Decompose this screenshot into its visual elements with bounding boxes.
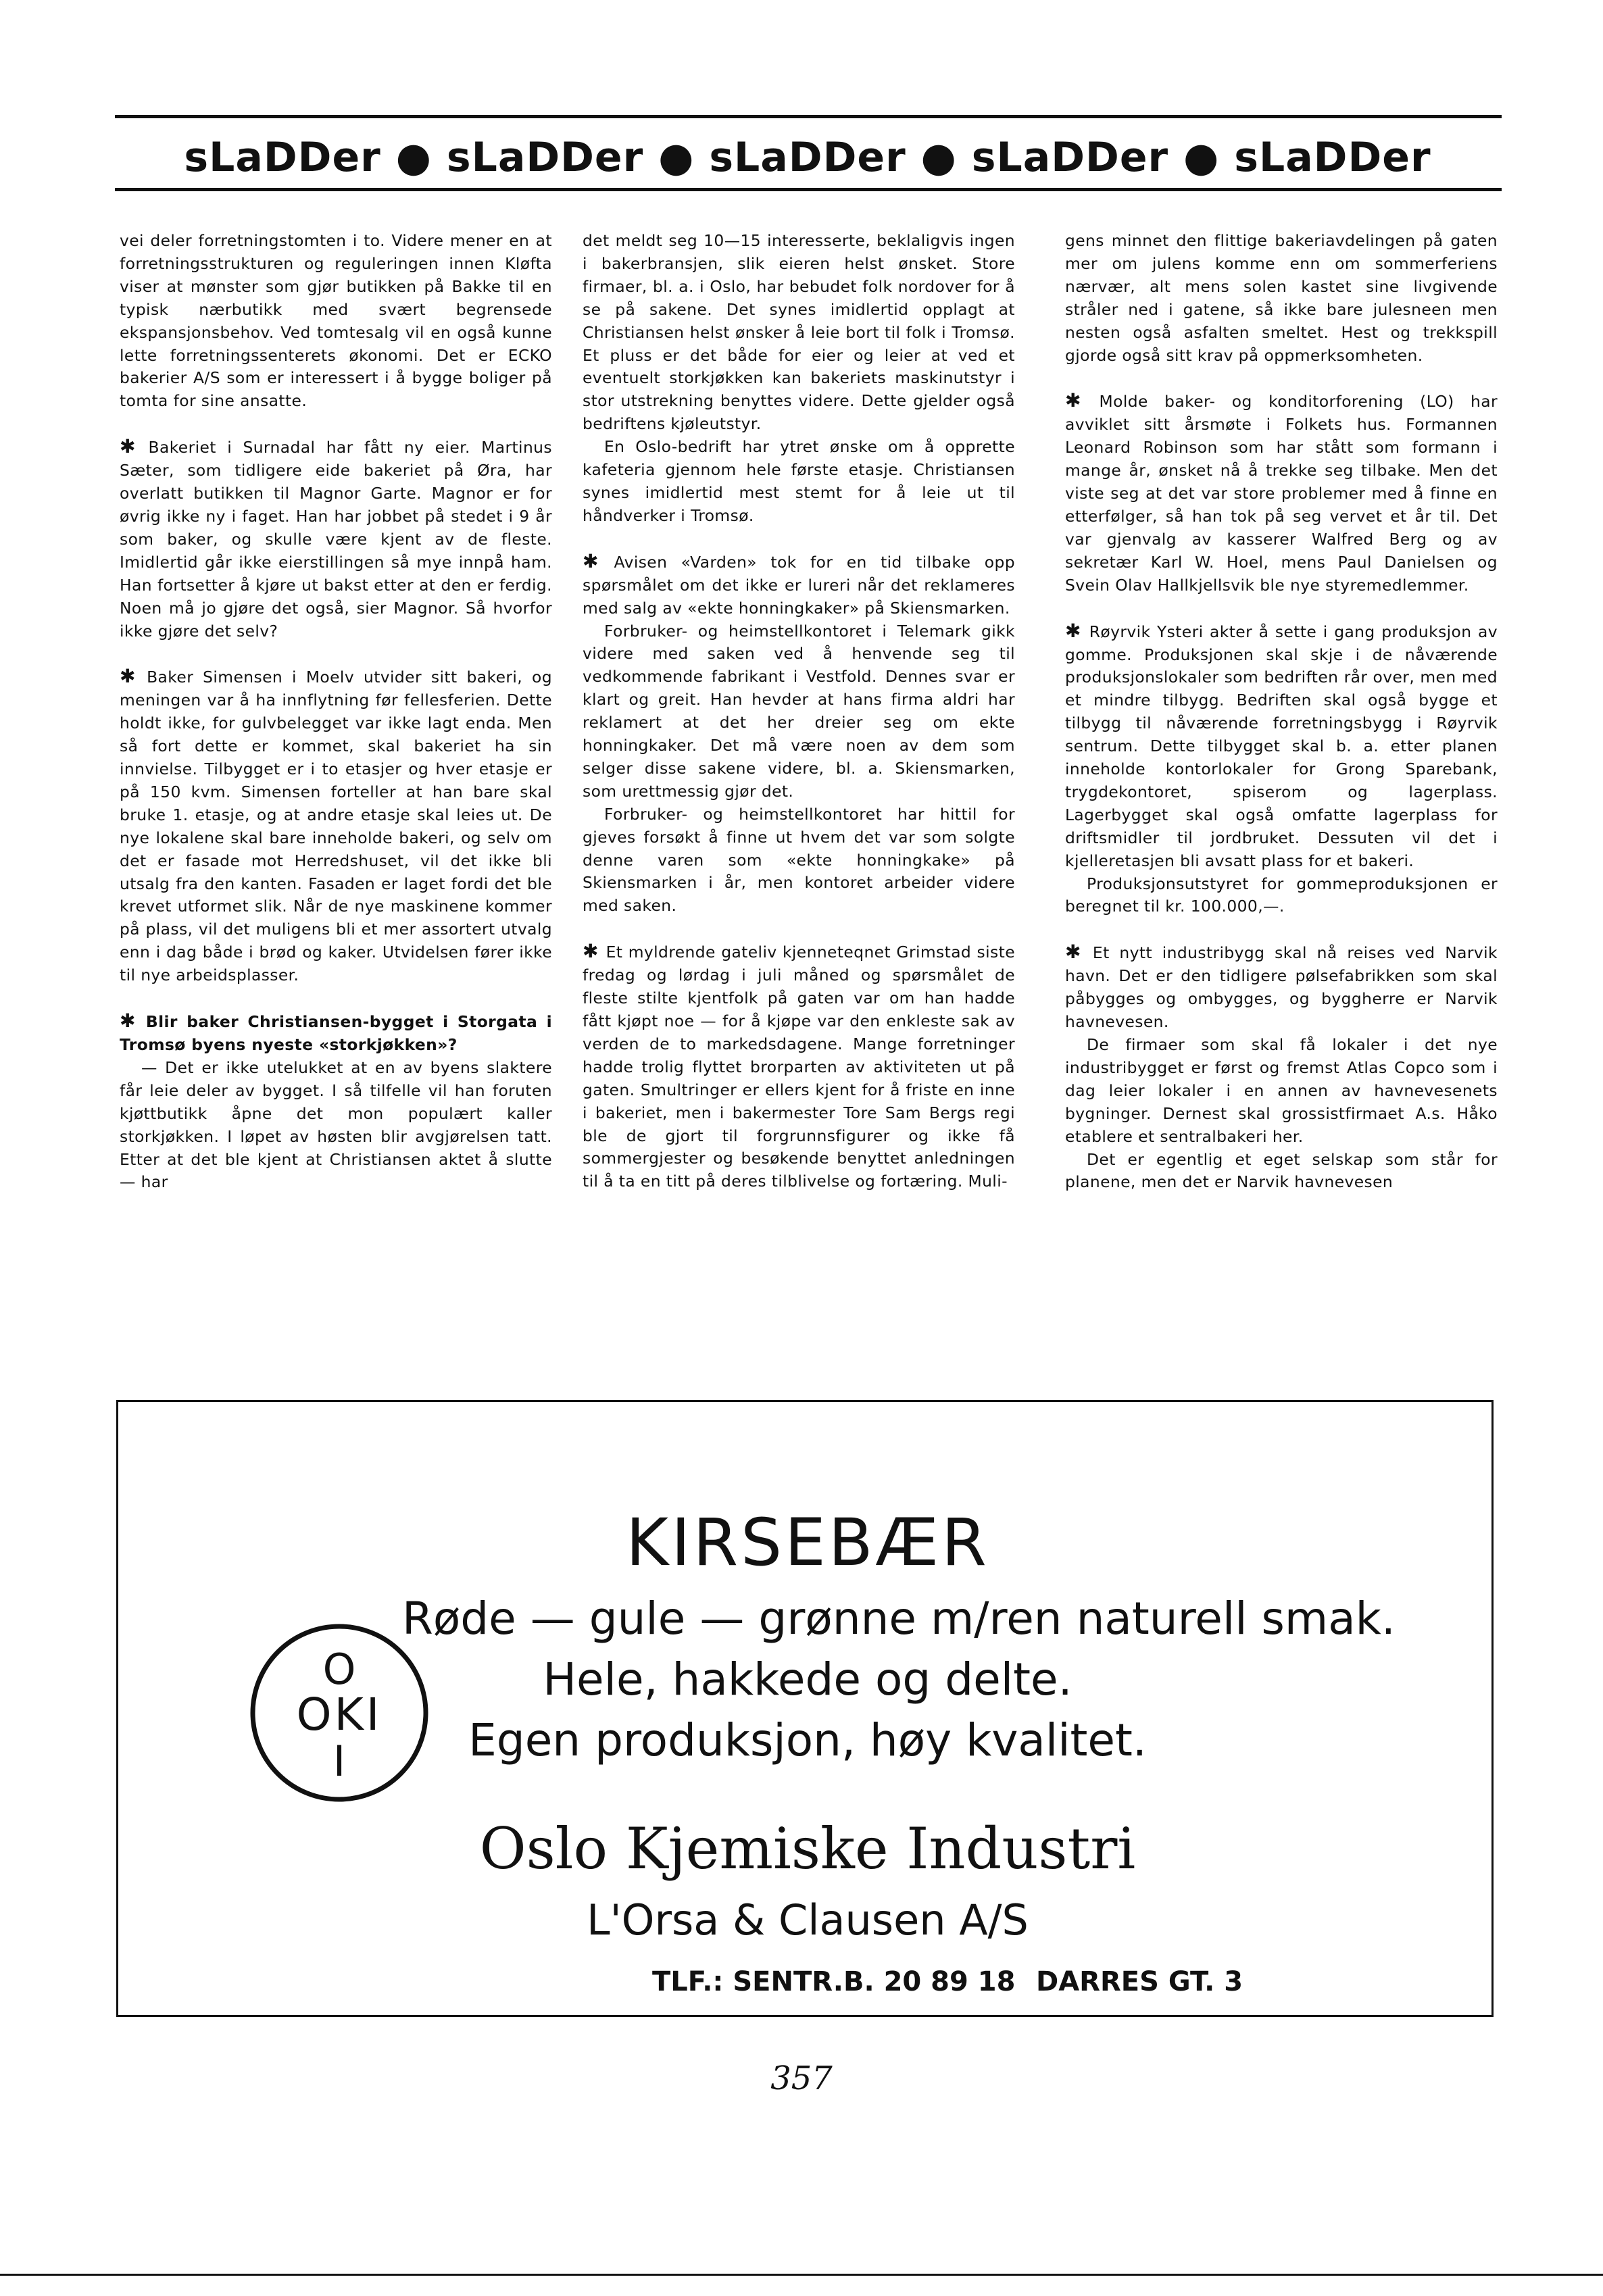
article-column-1: [120, 230, 552, 1194]
col3-paragraph-1: gens minnet den flittige bakeriavdelingen på gaten mer om julens komme enn om sommerferiens nærvær, alt mens solen kastet sine livgivende stråler ned i gatene, så ikke bare julesneen men nesten også asfalten smeltet. Hest og trekkspill gjorde også sitt krav på oppmerksomheten.: [1065, 231, 1498, 365]
asterisk-icon: ✱: [120, 435, 149, 458]
col3-paragraph-firms: De firmaer som skal få lokaler i det nye industribygget er først og fremst Atlas Copco som i dag leier lokaler i en annen av havnevesenets bygninger. Dernest skal grossistfirmaet A.s. Håko etablere et sentralbakeri her.: [1065, 1035, 1498, 1146]
header-rule-top: [115, 115, 1502, 118]
ad-tagline-quality: Egen produksjon, høy kvalitet.: [468, 1714, 1147, 1766]
col1-paragraph-1: vei deler forretningstomten i to. Videre mener en at forretningsstrukturen og reguleringen innen Kløfta viser at mønster som gjør butikken på Bakke til en typisk nærbutikk med svært begrensede ekspansjonsbehov. Ved tomtesalg vil en også kunne lette forretningssenterets økonomi. Det er ECKO bakerier A/S som er interessert i å bygge boliger på tomta for sine ansatte.: [120, 231, 552, 411]
col2-paragraph-1: det meldt seg 10—15 interesserte, beklaligvis ingen i bakerbransjen, slik eieren helst ønsket. Store firmaer, bl. a. i Oslo, har bebudet folk nordover for å se på sakene. Det synes imidlertid opplagt at Christiansen helst ønsker å leie bort til folk i Tromsø. Et pluss er det både for eier og leier at ved et eventuelt storkjøkken kan bakeriets maskinutstyr i stor utstrekning benyttes videre. Dette gjelder også bedriftens kjøleutstyr.: [583, 231, 1015, 434]
masthead-title: sLaDDer ● sLaDDer ● sLaDDer ● sLaDDer ● sLaDDer: [184, 134, 1431, 181]
col3-item-royrvik: ✱ Røyrvik Ysteri akter å sette i gang produksjon av gomme. Produksjonen skal skje i de nåværende produksjonslokaler som bedriften rår over, men med et mindre tilbygg. Bedriften skal også bygge et tilbygg til nåværende forretningsbygg i Røyrvik sentrum. Dette tilbygget skal b. a. etter planen inneholde kontorlokaler for Grong Sparebank, trygdekontoret, spiserom og lagerplass. Lagerbygget skal også omfatte lagerplass for driftsmidler til jordbruket. Dessuten vil det i kjelleretasjen bli avsatt plass for et bakeri.: [1065, 619, 1498, 870]
advertisement-box: [116, 1400, 1494, 2017]
ad-tagline-colors: Røde — gule — grønne m/ren naturell smak.: [402, 1593, 1396, 1645]
asterisk-icon: ✱: [120, 1009, 146, 1032]
col1-item-moelv: ✱ Baker Simensen i Moelv utvider sitt bakeri, og meningen var å ha innflytning før fellesferien. Dette holdt ikke, for gulvbelegget var ikke lagt enda. Men så fort dette er kommet, skal bakeriet ha sin innvielse. Tilbygget er i to etasjer og hver etasje er på 150 kvm. Simensen forteller at han bare skal bruke 1. etasje, og at andre etasje skal leies ut. De nye lokalene skal bare inneholde bakeri, og selv om det er fasade mot Herredshuset, vil det ikke bli utsalg fra den kanten. Fasaden er laget fordi det ble krevet utformet slik. Når de nye maskinene kommer på plass, vil det muligens bli et mer assortert utvalg enn i dag både i brød og kaker. Utvidelsen fører ikke til nye arbeidsplasser.: [120, 665, 552, 985]
col3-item-molde: ✱ Molde baker- og konditorforening (LO) har avviklet sitt årsmøte i Folkets hus. Formannen Leonard Robinson som har stått som formann i mange år, ønsket nå å trekke seg tilbake. Men det viste seg at det var store problemer med å finne en etterfølger, så han tok på seg vervet et år til. Det var gjenvalg av kasserer Walfred Berg og av sekretær Karl W. Hoel, mens Paul Danielsen og Svein Olav Hallkjellsvik ble nye styremedlemmer.: [1065, 389, 1498, 595]
logo-letter-top: O: [322, 1645, 356, 1694]
col2-item-varden: ✱ Avisen «Varden» tok for en tid tilbake opp spørsmålet om det ikke er lureri når det reklameres med salg av «ekte honningkaker» på Skiensmarken.: [583, 549, 1015, 618]
col2-paragraph-2: En Oslo-bedrift har ytret ønske om å opprette kafeteria gjennom hele første etasje. Christiansen synes imidlertid mest stemt for å leie ut til håndverker i Tromsø.: [583, 437, 1015, 525]
col2-paragraph-heimstell: Forbruker- og heimstellkontoret har hittil for gjeves forsøkt å finne ut hvem det var som solgte denne varen som «ekte honningkake» på Skiensmarken i år, men kontoret arbeider videre med saken.: [583, 804, 1015, 916]
ad-company-name: Oslo Kjemiske Industri: [479, 1816, 1136, 1882]
asterisk-icon: ✱: [583, 549, 614, 572]
oki-logo: [248, 1622, 430, 1804]
col1-item-surnadal: ✱ Bakeriet i Surnadal har fått ny eier. Martinus Sæter, som tidligere eide bakeriet på Øra, har overlatt butikken til Magnor Garte. Magnor er for øvrig ikke ny i faget. Han har jobbet på stedet i 9 år som baker, og skulle være kjent av de fleste. Imidlertid går ikke eierstillingen så mye innpå ham. Han fortsetter å kjøre ut bakst etter at den er ferdig. Noen må jo gjøre det også, sier Magnor. Så hvorfor ikke gjøre det selv?: [120, 435, 552, 641]
asterisk-icon: ✱: [1065, 389, 1100, 412]
ad-tagline-cuts: Hele, hakkede og delte.: [543, 1653, 1072, 1705]
asterisk-icon: ✱: [120, 665, 147, 688]
ad-subsidiary: L'Orsa & Clausen A/S: [587, 1895, 1029, 1945]
col1-item-tromso-body: — Det er ikke utelukket at en av byens slaktere får leie deler av bygget. I så tilfelle vil han foruten kjøttbutikk åpne det mon populært kaller storkjøkken. I løpet av høsten blir avgjørelsen tatt. Etter at det ble kjent at Christiansen aktet å slutte — har: [120, 1057, 552, 1192]
asterisk-icon: ✱: [583, 940, 606, 963]
asterisk-icon: ✱: [1065, 941, 1093, 964]
col3-paragraph-last: Det er egentlig et eget selskap som står for planene, men det er Narvik havnevesen: [1065, 1149, 1498, 1192]
ad-address: DARRES GT. 3: [1036, 1966, 1243, 1997]
asterisk-icon: ✱: [1065, 619, 1089, 642]
page-number: 357: [770, 2060, 833, 2097]
col3-item-narvik: ✱ Et nytt industribygg skal nå reises ved Narvik havn. Det er den tidligere pølsefabrikken som skal påbygges og ombygges, og byggherre er Narvik havnevesen.: [1065, 941, 1498, 1032]
col1-item-tromso-heading: ✱ Blir baker Christiansen-bygget i Storgata i Tromsø byens nyeste «storkjøkken»?: [120, 1009, 552, 1054]
article-column-2: [583, 230, 1015, 1193]
col2-paragraph-telemark: Forbruker- og heimstellkontoret i Telemark gikk videre med saken ved å henvende seg til vedkommende fabrikant i Vestfold. Dennes svar er klart og greit. Han hevder at hans firma aldri har reklamert at det her dreier seg om ekte honningkaker. Det må være noen av dem som selger disse sakene videre, bl. a. Skiensmarken, som urettmessig gjør det.: [583, 621, 1015, 801]
ad-phone: TLF.: SENTR.B. 20 89 18: [652, 1966, 1016, 1997]
logo-letter-bottom: I: [332, 1737, 346, 1786]
article-column-3: [1065, 230, 1498, 1194]
footer-rule: [0, 2274, 1603, 2276]
logo-letters-middle: OKI: [296, 1689, 383, 1741]
col2-item-grimstad: ✱ Et myldrende gateliv kjenneteqnet Grimstad siste fredag og lørdag i juli måned og spørsmålet de fleste stilte kjentfolk på gaten var om han hadde fått kjøpt noe — for å kjøpe var den enkleste sak av verden de to markedsdagene. Mange forretninger hadde trolig flyttet brorparten av aktiviteten ut på gaten. Smultringer er ellers kjent for å friste en inne i bakeriet, men i bakermester Tore Sam Bergs regi ble de gjort til forgrunnsfigurer og ikke få sommergjester og besøkende benyttet anledningen til å ta en titt på deres tilblivelse og fortæring. Muli-: [583, 940, 1015, 1191]
ad-title: KIRSEBÆR: [626, 1505, 989, 1580]
header-rule-bottom: [115, 188, 1502, 191]
col3-paragraph-gomme: Produksjonsutstyret for gommeproduksjonen er beregnet til kr. 100.000,—.: [1065, 874, 1498, 916]
